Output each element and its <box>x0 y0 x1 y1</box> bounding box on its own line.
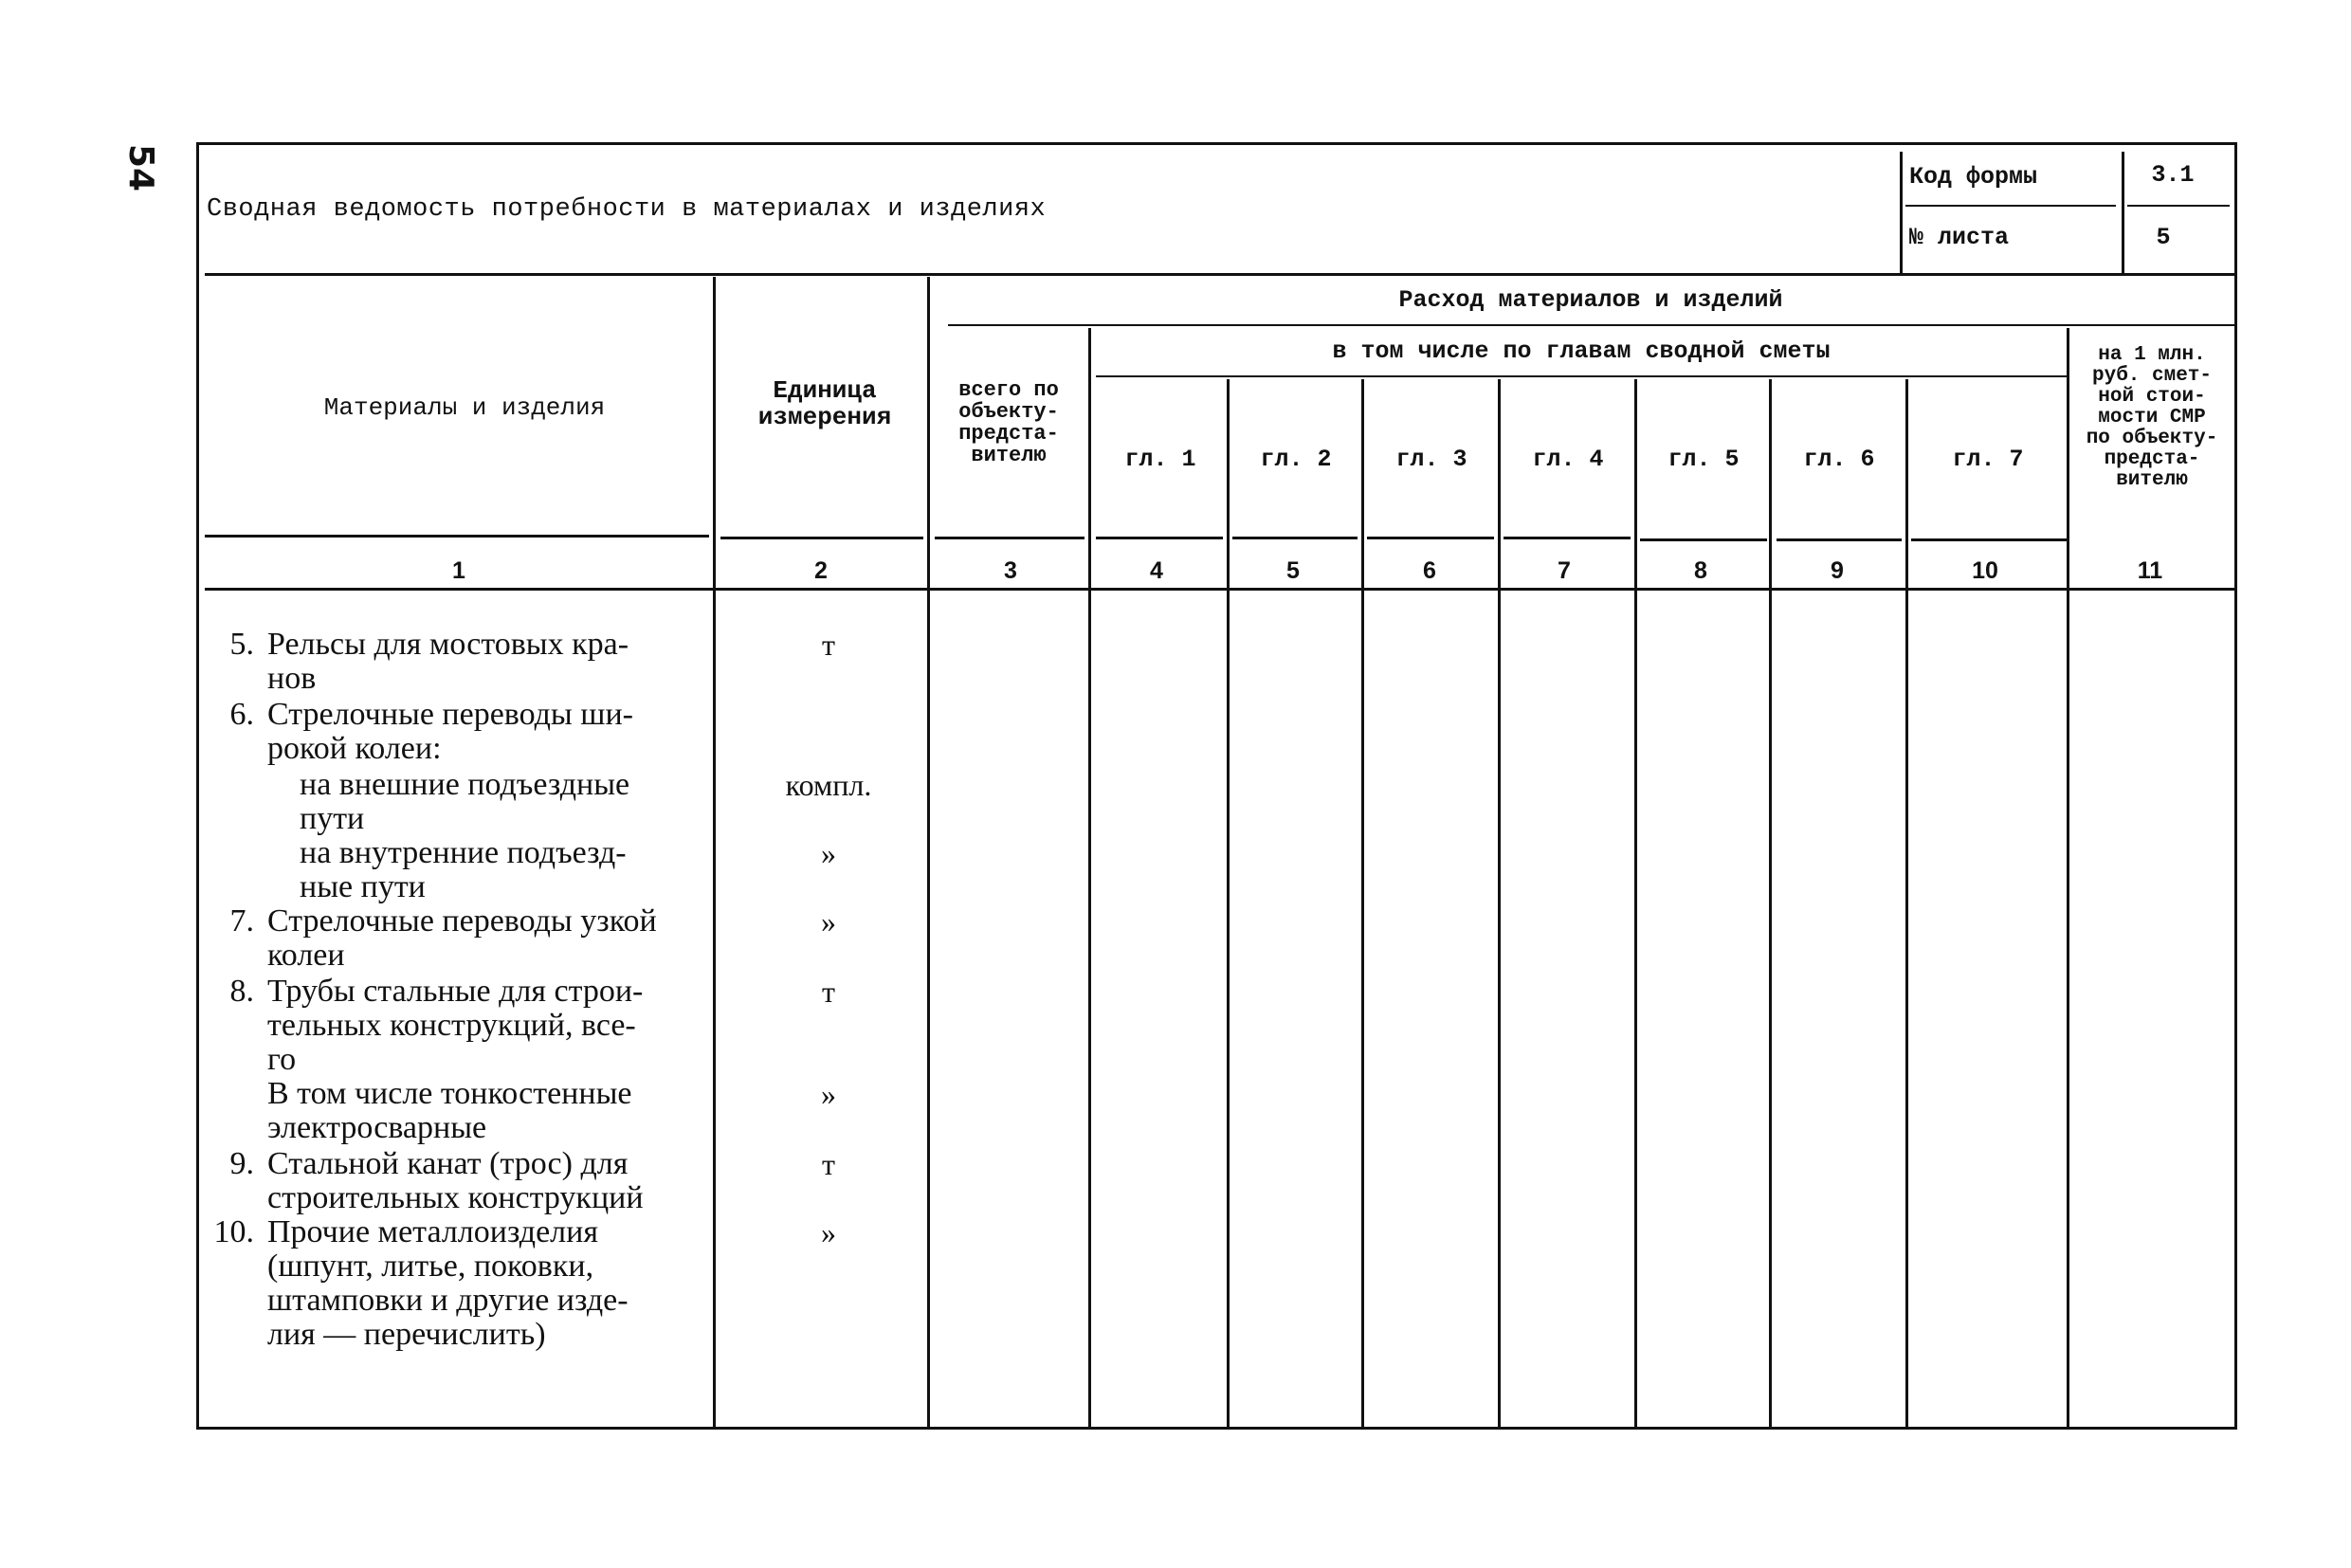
header-unit: Единица измерения <box>757 376 892 431</box>
column-number-4: 4 <box>1150 557 1163 584</box>
row-number: 7. <box>229 903 254 939</box>
table-row-item: Стрелочные переводы ши- рокой колеи: <box>267 697 633 766</box>
column-number-2: 2 <box>814 557 828 584</box>
column-number-5: 5 <box>1286 557 1300 584</box>
table-row-item: Трубы стальные для строи- тельных конструкций, все- го <box>267 974 644 1077</box>
header-consumption: Расход материалов и изделий <box>1398 286 1783 314</box>
column-number-7: 7 <box>1558 557 1571 584</box>
header-chapter-5: гл. 5 <box>1668 446 1740 473</box>
table-row-subitem: на внешние подъездные пути <box>300 767 630 836</box>
row-unit: т <box>822 628 835 662</box>
header-chapter-7: гл. 7 <box>1952 446 2024 473</box>
column-number-3: 3 <box>1004 557 1017 584</box>
table-row-item: Стрелочные переводы узкой колеи <box>267 903 657 973</box>
row-unit: » <box>821 1215 836 1249</box>
row-unit: т <box>822 975 835 1009</box>
column-number-10: 10 <box>1972 557 1998 584</box>
table-row-subitem: на внутренние подъезд- ные пути <box>300 835 627 904</box>
page-number: 54 <box>121 144 160 192</box>
row-number: 8. <box>229 974 254 1009</box>
form-title: Сводная ведомость потребности в материалах и изделиях <box>207 195 1047 224</box>
row-number: 10. <box>213 1214 254 1249</box>
table-row-item: Стальной канат (трос) для строительных конструкций <box>267 1146 644 1215</box>
header-chapter-3: гл. 3 <box>1395 446 1467 473</box>
column-number-11: 11 <box>2137 557 2163 584</box>
row-number: 5. <box>229 627 254 662</box>
header-materials: Материалы и изделия <box>323 393 606 422</box>
sheet-number-value: 5 <box>2156 224 2171 251</box>
form-code-label: Код формы <box>1909 163 2038 191</box>
sheet-number-label: № листа <box>1909 224 2010 251</box>
row-number: 9. <box>229 1146 254 1181</box>
column-number-1: 1 <box>452 557 465 584</box>
row-unit: » <box>821 1077 836 1111</box>
row-unit: т <box>822 1147 835 1181</box>
form-code-value: 3.1 <box>2151 161 2195 189</box>
header-by-chapters: в том числе по главам сводной сметы <box>1332 337 1831 365</box>
column-number-6: 6 <box>1423 557 1436 584</box>
column-number-8: 8 <box>1694 557 1707 584</box>
header-total: всего по объекту- предста- вителю <box>958 378 1059 467</box>
table-row-item: Прочие металлоизделия (шпунт, литье, поковки, штамповки и другие изде- лия — перечислить) <box>267 1214 629 1352</box>
row-unit: » <box>821 904 836 939</box>
table-row-subitem: В том числе тонкостенные электросварные <box>267 1076 632 1145</box>
header-chapter-2: гл. 2 <box>1260 446 1332 473</box>
header-chapter-6: гл. 6 <box>1803 446 1875 473</box>
row-unit: » <box>821 836 836 870</box>
header-chapter-4: гл. 4 <box>1532 446 1604 473</box>
header-chapter-1: гл. 1 <box>1124 446 1196 473</box>
column-number-9: 9 <box>1831 557 1844 584</box>
row-unit: компл. <box>785 768 872 802</box>
table-row-item: Рельсы для мостовых кра- нов <box>267 627 629 696</box>
row-number: 6. <box>229 697 254 732</box>
header-per-million: на 1 млн. руб. смет- ной стои- мости СМР по объекту- предста- вителю <box>2086 344 2218 491</box>
